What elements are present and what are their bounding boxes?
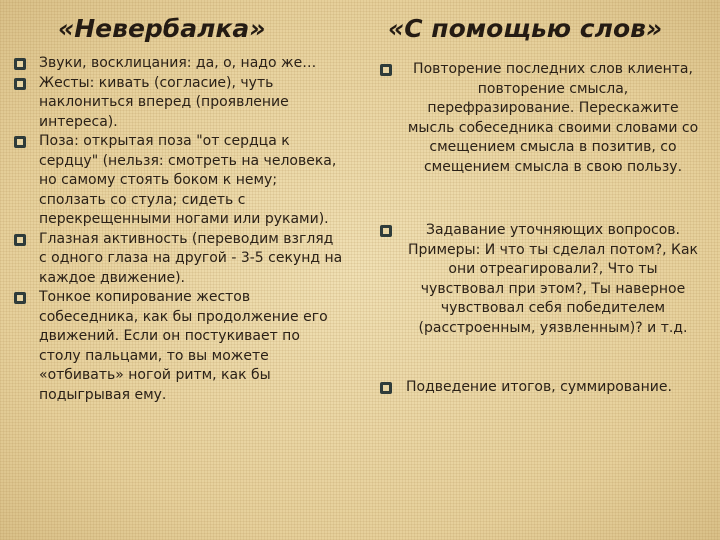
square-bullet-icon xyxy=(380,64,392,76)
square-bullet-icon xyxy=(14,136,26,148)
verbal-list xyxy=(380,60,700,398)
list-item-text: Задавание уточняющих вопросов. Примеры: И что ты сделал потом?, Как они отреагировали?, Что ты чувствовал при этом?, Ты наверное чувствовал себя победителем (расстроенным, уязвленным)? и т.д. xyxy=(407,222,699,336)
list-item-text: Тонкое копирование жестов собеседника, как бы продолжение его движений. Если он постукивает по столу пальцами, то вы можете «отбивать» ногой ритм, как бы подыгрывая ему. xyxy=(39,289,328,403)
nonverbal-column xyxy=(14,54,344,405)
verbal-column xyxy=(380,60,700,398)
list-item xyxy=(14,288,344,405)
square-bullet-icon xyxy=(14,234,26,246)
list-item-text: Жесты: кивать (согласие), чуть наклониться вперед (проявление интереса). xyxy=(39,74,289,130)
list-item xyxy=(14,74,344,133)
list-item xyxy=(14,54,344,74)
square-bullet-icon xyxy=(14,58,26,70)
square-bullet-icon xyxy=(14,292,26,304)
list-item xyxy=(380,60,700,177)
list-item-text: Повторение последних слов клиента, повторение смысла, перефразирование. Перескажите мысль собеседника своими словами со смещением смысла в позитив, со смещением смысла в свою пользу. xyxy=(407,61,699,175)
list-item-text: Поза: открытая поза "от сердца к сердцу" (нельзя: смотреть на человека, но самому стоять боком к нему; сползать со стула; сидеть с перекрещенными ногами или руками). xyxy=(39,133,337,227)
list-item xyxy=(380,378,700,398)
list-item-text: Глазная активность (переводим взгляд с одного глаза на другой - 3-5 секунд на каждое движение). xyxy=(39,230,343,286)
list-item xyxy=(14,230,344,289)
list-item-text: Подведение итогов, суммирование. xyxy=(406,379,672,395)
left-column-title: «Невербалка» xyxy=(58,14,266,43)
list-item xyxy=(380,221,700,338)
list-item xyxy=(14,132,344,230)
square-bullet-icon xyxy=(380,382,392,394)
square-bullet-icon xyxy=(14,78,26,90)
list-item-text: Звуки, восклицания: да, о, надо же… xyxy=(39,55,317,71)
right-column-title: «С помощью слов» xyxy=(388,14,663,43)
square-bullet-icon xyxy=(380,225,392,237)
nonverbal-list xyxy=(14,54,344,405)
